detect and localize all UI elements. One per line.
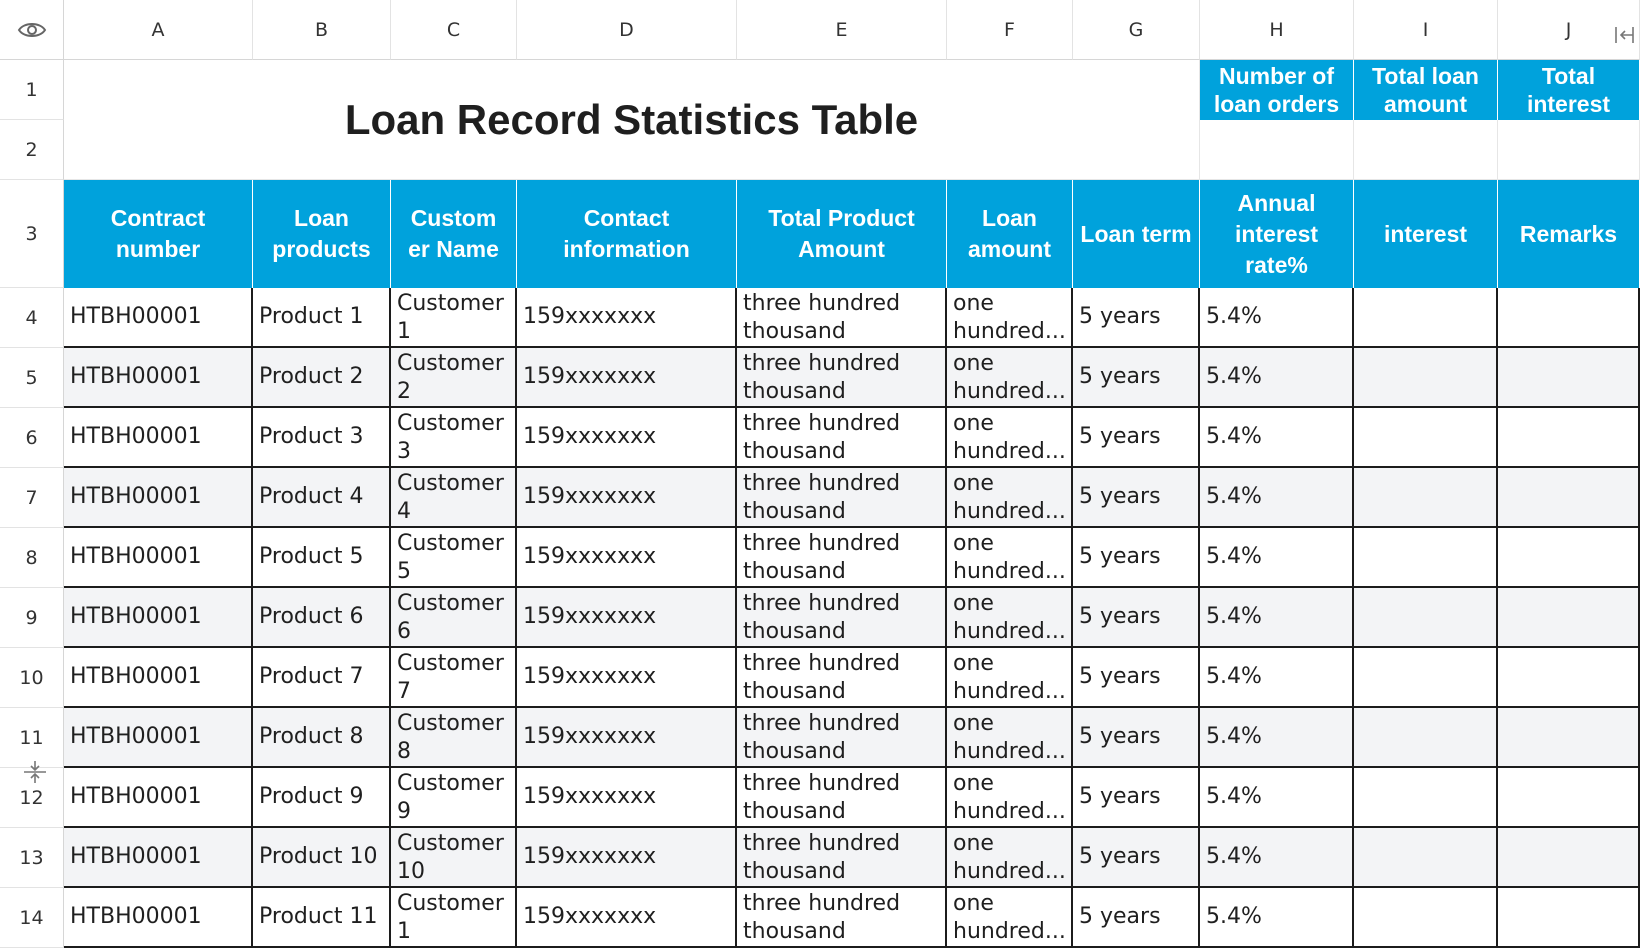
cell-term[interactable]: 5 years	[1073, 828, 1200, 888]
cell-rate[interactable]: 5.4%	[1200, 768, 1354, 828]
cell-total[interactable]: three hundred thousand	[737, 588, 947, 648]
column-header-f[interactable]: F	[947, 0, 1073, 60]
column-header-e[interactable]: E	[737, 0, 947, 60]
cell-product[interactable]: Product 6	[253, 588, 391, 648]
row-header-8[interactable]: 8	[0, 528, 64, 588]
cell-contract[interactable]: HTBH00001	[64, 588, 253, 648]
column-header-i[interactable]: I	[1354, 0, 1498, 60]
cell-rate[interactable]: 5.4%	[1200, 468, 1354, 528]
cell-total[interactable]: three hundred thousand	[737, 828, 947, 888]
page-title: Loan Record Statistics Table	[64, 60, 1200, 180]
cell-customer[interactable]: Customer 1	[391, 888, 517, 948]
cell-loan[interactable]: one hundred...	[947, 288, 1073, 348]
cell-loan[interactable]: one hundred...	[947, 648, 1073, 708]
row-header-7[interactable]: 7	[0, 468, 64, 528]
cell-term[interactable]: 5 years	[1073, 528, 1200, 588]
cell-product[interactable]: Product 7	[253, 648, 391, 708]
cell-loan[interactable]: one hundred...	[947, 768, 1073, 828]
cell-customer[interactable]: Customer 5	[391, 528, 517, 588]
cell-empty[interactable]	[1498, 888, 1640, 948]
row-header-11[interactable]: 11	[0, 708, 64, 768]
cell-empty[interactable]	[1354, 588, 1498, 648]
cell-contact[interactable]: 159xxxxxxx	[517, 408, 737, 468]
cell-product[interactable]: Product 2	[253, 348, 391, 408]
summary-value-cell[interactable]	[1498, 120, 1640, 180]
cell-rate[interactable]: 5.4%	[1200, 888, 1354, 948]
row-header-14[interactable]: 14	[0, 888, 64, 948]
cell-total[interactable]: three hundred thousand	[737, 288, 947, 348]
eye-icon[interactable]	[17, 20, 47, 40]
cell-rate[interactable]: 5.4%	[1200, 828, 1354, 888]
cell-contact[interactable]: 159xxxxxxx	[517, 708, 737, 768]
cell-loan[interactable]: one hundred...	[947, 888, 1073, 948]
cell-empty[interactable]	[1354, 828, 1498, 888]
column-header-c[interactable]: C	[391, 0, 517, 60]
cell-product[interactable]: Product 9	[253, 768, 391, 828]
row-header-9[interactable]: 9	[0, 588, 64, 648]
cell-loan[interactable]: one hundred...	[947, 588, 1073, 648]
summary-value-cell[interactable]	[1354, 120, 1498, 180]
freeze-column-icon[interactable]	[1612, 22, 1638, 48]
cell-customer[interactable]: Customer 2	[391, 348, 517, 408]
cell-total[interactable]: three hundred thousand	[737, 648, 947, 708]
cell-total[interactable]: three hundred thousand	[737, 708, 947, 768]
column-header-h[interactable]: H	[1200, 0, 1354, 60]
cell-empty[interactable]	[1498, 708, 1640, 768]
table-header[interactable]: Loan term	[1073, 180, 1200, 288]
cell-loan[interactable]: one hundred...	[947, 828, 1073, 888]
row-header-1[interactable]: 1	[0, 60, 64, 120]
cell-contact[interactable]: 159xxxxxxx	[517, 468, 737, 528]
cell-term[interactable]: 5 years	[1073, 288, 1200, 348]
cell-product[interactable]: Product 1	[253, 288, 391, 348]
summary-value-cell[interactable]	[1200, 120, 1354, 180]
row-header-10[interactable]: 10	[0, 648, 64, 708]
cell-empty[interactable]	[1354, 648, 1498, 708]
summary-header[interactable]: Total interest	[1498, 60, 1640, 120]
column-header-b[interactable]: B	[253, 0, 391, 60]
summary-header[interactable]: Number of loan orders	[1200, 60, 1354, 120]
cell-contract[interactable]: HTBH00001	[64, 888, 253, 948]
cell-contract[interactable]: HTBH00001	[64, 528, 253, 588]
cell-empty[interactable]	[1498, 468, 1640, 528]
cell-empty[interactable]	[1498, 648, 1640, 708]
cell-total[interactable]: three hundred thousand	[737, 768, 947, 828]
cell-term[interactable]: 5 years	[1073, 588, 1200, 648]
column-header-g[interactable]: G	[1073, 0, 1200, 60]
cell-product[interactable]: Product 4	[253, 468, 391, 528]
cell-contact[interactable]: 159xxxxxxx	[517, 528, 737, 588]
row-header-2[interactable]: 2	[0, 120, 64, 180]
cell-empty[interactable]	[1354, 708, 1498, 768]
row-header-6[interactable]: 6	[0, 408, 64, 468]
cell-empty[interactable]	[1498, 408, 1640, 468]
cell-empty[interactable]	[1354, 288, 1498, 348]
cell-total[interactable]: three hundred thousand	[737, 408, 947, 468]
cell-customer[interactable]: Customer 8	[391, 708, 517, 768]
cell-empty[interactable]	[1498, 528, 1640, 588]
cell-loan[interactable]: one hundred...	[947, 528, 1073, 588]
cell-term[interactable]: 5 years	[1073, 708, 1200, 768]
cell-customer[interactable]: Customer 7	[391, 648, 517, 708]
table-header[interactable]: Loan products	[253, 180, 391, 288]
cell-contract[interactable]: HTBH00001	[64, 648, 253, 708]
table-header[interactable]: Remarks	[1498, 180, 1640, 288]
summary-header[interactable]: Total loan amount	[1354, 60, 1498, 120]
cell-empty[interactable]	[1498, 768, 1640, 828]
cell-total[interactable]: three hundred thousand	[737, 888, 947, 948]
cell-contact[interactable]: 159xxxxxxx	[517, 888, 737, 948]
cell-product[interactable]: Product 3	[253, 408, 391, 468]
cell-contract[interactable]: HTBH00001	[64, 768, 253, 828]
cell-rate[interactable]: 5.4%	[1200, 348, 1354, 408]
cell-rate[interactable]: 5.4%	[1200, 288, 1354, 348]
cell-empty[interactable]	[1498, 588, 1640, 648]
select-all-corner[interactable]	[0, 0, 64, 60]
cell-loan[interactable]: one hundred...	[947, 348, 1073, 408]
cell-term[interactable]: 5 years	[1073, 648, 1200, 708]
cell-contract[interactable]: HTBH00001	[64, 468, 253, 528]
table-header[interactable]: Custom er Name	[391, 180, 517, 288]
cell-term[interactable]: 5 years	[1073, 408, 1200, 468]
cell-loan[interactable]: one hundred...	[947, 708, 1073, 768]
cell-term[interactable]: 5 years	[1073, 888, 1200, 948]
cell-total[interactable]: three hundred thousand	[737, 528, 947, 588]
table-header[interactable]: Annual interest rate%	[1200, 180, 1354, 288]
cell-rate[interactable]: 5.4%	[1200, 648, 1354, 708]
cell-empty[interactable]	[1354, 408, 1498, 468]
cell-term[interactable]: 5 years	[1073, 468, 1200, 528]
cell-customer[interactable]: Customer 9	[391, 768, 517, 828]
cell-customer[interactable]: Customer 10	[391, 828, 517, 888]
cell-empty[interactable]	[1354, 528, 1498, 588]
cell-contact[interactable]: 159xxxxxxx	[517, 648, 737, 708]
row-header-3[interactable]: 3	[0, 180, 64, 288]
cell-term[interactable]: 5 years	[1073, 768, 1200, 828]
cell-customer[interactable]: Customer 6	[391, 588, 517, 648]
cell-product[interactable]: Product 8	[253, 708, 391, 768]
cell-empty[interactable]	[1354, 888, 1498, 948]
cell-rate[interactable]: 5.4%	[1200, 528, 1354, 588]
cell-contract[interactable]: HTBH00001	[64, 288, 253, 348]
cell-contract[interactable]: HTBH00001	[64, 828, 253, 888]
cell-contract[interactable]: HTBH00001	[64, 348, 253, 408]
cell-contract[interactable]: HTBH00001	[64, 408, 253, 468]
cell-contact[interactable]: 159xxxxxxx	[517, 288, 737, 348]
cell-empty[interactable]	[1498, 288, 1640, 348]
cell-empty[interactable]	[1354, 768, 1498, 828]
cell-empty[interactable]	[1354, 468, 1498, 528]
cell-contract[interactable]: HTBH00001	[64, 708, 253, 768]
row-header-13[interactable]: 13	[0, 828, 64, 888]
cell-product[interactable]: Product 10	[253, 828, 391, 888]
column-header-a[interactable]: A	[64, 0, 253, 60]
row-header-12[interactable]: 12	[0, 768, 64, 828]
cell-loan[interactable]: one hundred...	[947, 408, 1073, 468]
column-header-j[interactable]: J	[1498, 0, 1640, 60]
cell-empty[interactable]	[1498, 828, 1640, 888]
table-header[interactable]: Contact information	[517, 180, 737, 288]
table-header[interactable]: Contract number	[64, 180, 253, 288]
cell-customer[interactable]: Customer 4	[391, 468, 517, 528]
cell-rate[interactable]: 5.4%	[1200, 408, 1354, 468]
cell-contact[interactable]: 159xxxxxxx	[517, 768, 737, 828]
cell-contact[interactable]: 159xxxxxxx	[517, 828, 737, 888]
table-header[interactable]: Loan amount	[947, 180, 1073, 288]
column-header-d[interactable]: D	[517, 0, 737, 60]
freeze-row-icon[interactable]	[20, 758, 50, 786]
cell-empty[interactable]	[1498, 348, 1640, 408]
cell-loan[interactable]: one hundred...	[947, 468, 1073, 528]
table-header[interactable]: interest	[1354, 180, 1498, 288]
cell-product[interactable]: Product 11	[253, 888, 391, 948]
cell-customer[interactable]: Customer 1	[391, 288, 517, 348]
cell-term[interactable]: 5 years	[1073, 348, 1200, 408]
cell-total[interactable]: three hundred thousand	[737, 468, 947, 528]
cell-empty[interactable]	[1354, 348, 1498, 408]
row-header-5[interactable]: 5	[0, 348, 64, 408]
cell-rate[interactable]: 5.4%	[1200, 708, 1354, 768]
row-header-4[interactable]: 4	[0, 288, 64, 348]
table-header[interactable]: Total Product Amount	[737, 180, 947, 288]
cell-product[interactable]: Product 5	[253, 528, 391, 588]
cell-customer[interactable]: Customer 3	[391, 408, 517, 468]
cell-total[interactable]: three hundred thousand	[737, 348, 947, 408]
cell-rate[interactable]: 5.4%	[1200, 588, 1354, 648]
cell-contact[interactable]: 159xxxxxxx	[517, 348, 737, 408]
cell-contact[interactable]: 159xxxxxxx	[517, 588, 737, 648]
